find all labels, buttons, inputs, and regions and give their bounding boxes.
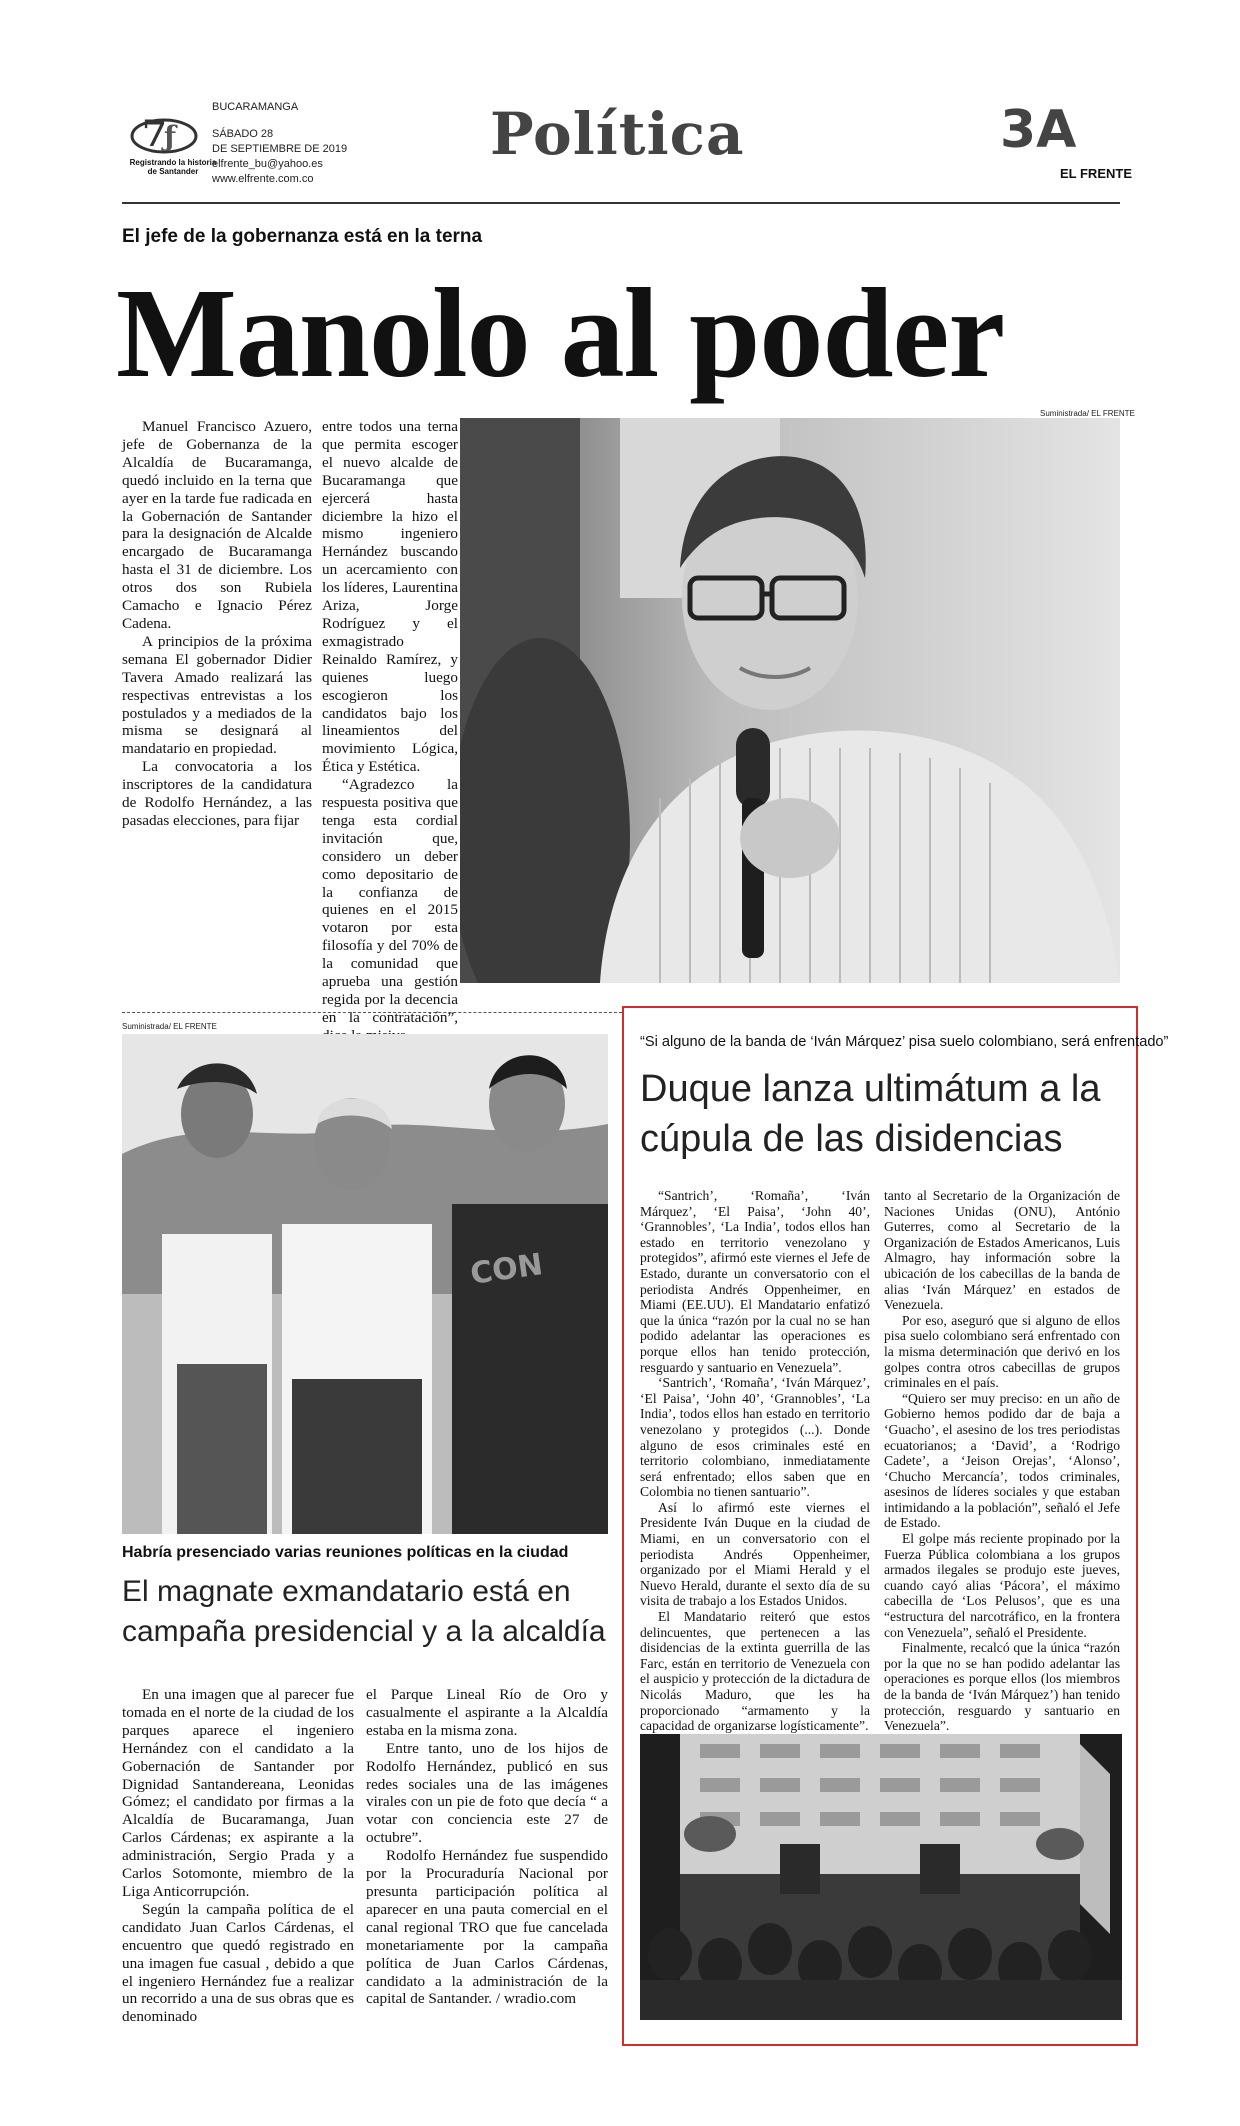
- main-col2-p2: “Agradezco la respuesta positiva que tenga esta cordial invitación que, considero un deber como depositario de la confianza de quienes en el 2015 votaron por esta filosofía y del 70% de la comunidad que aprueba una gestión regida por la decencia en la contratación”,: [322, 776, 458, 1026]
- left-photo-credit: Suministrada/ EL FRENTE: [122, 1022, 217, 1031]
- left-col2-p3: Rodolfo Hernández fue suspendido por la Procuraduría Nacional por presunta participación política al aparecer en una pauta comercial en el canal regional TRO que fue cancelada monetariamente por la campaña política de Juan Carlos Cárdenas, candidato a la administración de la capital de Santander. / wradio.com: [366, 1847, 608, 2008]
- conference-photo: [640, 1734, 1122, 2020]
- svg-text:ƒ: ƒ: [164, 120, 177, 153]
- logo-tagline: Registrando la historia de Santander: [129, 158, 217, 176]
- main-col1-p2: A principios de la próxima semana El gobernador Didier Tavera Amado realizará las respectivas entrevistas a los postulados y a mediados de la misma se designará al mandatario en propiedad.: [122, 632, 312, 758]
- main-col1-p1: Manuel Francisco Azuero, jefe de Gobernanza de la Alcaldía de Bucaramanga, quedó incluido en la terna que ayer en la tarde fue radicada en la Gobernación de Santander para la designación de Alcalde encargado de Bucaramanga hasta el 31 de diciembre. Los otros dos son Rubiela Camacho e Ignacio Pérez Cadena.: [122, 418, 312, 632]
- left-col2-p2: Entre tanto, uno de los hijos de Rodolfo Hernández, publicó en sus redes sociales una de las imágenes virales con un pie de foto que decía “ a votar con conciencia este 27 de octubre”.: [366, 1739, 608, 1847]
- svg-text:7: 7: [142, 113, 168, 155]
- main-kicker: El jefe de la gobernanza está en la terna: [122, 226, 483, 247]
- page-number: 3A: [1000, 100, 1077, 160]
- main-story-column-1: [122, 418, 312, 830]
- header-rule: [122, 202, 1120, 204]
- box-col2-p3: “Quiero ser muy preciso: en un año de Gobierno hemos podido dar de baja a ‘Guacho’, el asesino de los tres periodistas ecuatorianos; a ‘David’, a ‘Rodrigo Cadete’, a ‘Jeison Orejas’, ‘Alonso’, ‘Chucho Mercancía’, todos criminales, asesinos de líderes sociales y que estaban intimidando a la población”, señaló el Jefe de Estado.: [884, 1390, 1120, 1531]
- publication-name: EL FRENTE: [1060, 166, 1132, 181]
- left-col1-p2: Según la campaña política de el candidato Juan Carlos Cárdenas, el encuentro que quedó registrado en una imagen fue casual , debido a que el ingeniero Hernández fue a realizar un recorrido a una de sus obras que es denominado: [122, 1900, 354, 2026]
- header-date-line1: SÁBADO 28: [212, 128, 274, 140]
- main-story-column-2: [322, 418, 458, 1045]
- svg-text:CON: CON: [468, 1247, 546, 1292]
- box-col1-p4: El Mandatario reiteró que estos delincuentes, que pertenecen a las disidencias de la extinta guerrilla de las Farc, están en territorio de Venezuela con el auspicio y protección de la dictadura de Nicolás Maduro, que les ha proporcionado “armamento y la capacidad de organizarse logísticamente”.: [640, 1609, 870, 1734]
- main-headline: Manolo al poder: [116, 262, 1005, 404]
- left-story-column-1: [122, 1686, 354, 2026]
- main-photo-credit: Suministrada/ EL FRENTE: [1040, 409, 1135, 418]
- box-col1-p1: “Santrich’, ‘Romaña’, ‘Iván Márquez’, ‘El Paisa’, ‘John 40’, ‘Grannobles’, ‘La India’, todos ellos han estado en territorio venezolano y protegidos”, afirmó este viernes el Jefe de Estado, durante un conversatorio con el periodista Andrés Oppenheimer, en Miami (EE.UU). El Mandatario enfatizó que la única “razón por la cual no se han podido adelantar las operaciones es porque ellos han tenido protección, resguardo y santuario en Venezuela”.: [640, 1188, 870, 1375]
- left-col2-p1: el Parque Lineal Río de Oro y casualmente el aspirante a la Alcaldía estaba en la misma zona.: [366, 1686, 608, 1739]
- left-headline: El magnate exmandatario está en campaña presidencial y a la alcaldía: [122, 1575, 606, 1648]
- main-photo-speaker: [460, 418, 1120, 983]
- header-email[interactable]: elfrente_bu@yahoo.es: [212, 158, 323, 170]
- header-meta: [212, 100, 347, 187]
- header-website[interactable]: www.elfrente.com.co: [212, 173, 314, 185]
- main-col2-p1: entre todos una terna que permita escoger el nuevo alcalde de Bucaramanga que ejercerá hasta diciembre la hizo el mismo ingeniero Hernández buscando un acercamiento con los líderes, Laurentina Ariza, Jorge Rodríguez y el exmagistrado Reinaldo Ramírez, y quienes luego escogieron los candidatos bajo los lineamientos del movimiento Lógica, Ética y Estética.: [322, 418, 458, 776]
- box-col2-p4: El golpe más reciente propinado por la Fuerza Pública colombiana a los grupos armados ilegales se produjo este jueves, cuando cayó alias ‘Pácora’, el máximo cabecilla de ‘Los Pelusos’, que es una “estructura del narcotráfico, en la frontera con Venezuela”, señaló el Presidente.: [884, 1531, 1120, 1640]
- rally-photo: [122, 1034, 608, 1534]
- box-col2-p5: Finalmente, recalcó que la única “razón por la que no se han podido adelantar las operaciones es porque ellos (los miembros de la banda de ‘Iván Márquez’) han tenido protección, resguardo y santuario en Venezuela”.: [884, 1640, 1120, 1734]
- box-headline: Duque lanza ultimátum a la cúpula de las disidencias: [640, 1068, 1101, 1160]
- left-caption: Habría presenciado varias reuniones políticas en la ciudad: [122, 1544, 569, 1561]
- header-date-line2: DE SEPTIEMBRE DE 2019: [212, 143, 348, 155]
- box-col1-p3: Así lo afirmó este viernes el Presidente Iván Duque en la ciudad de Miami, en un conversatorio con el periodista Andrés Oppenheimer, organizado por el Miami Herald y el Nuevo Herald, durante el sexto día de su visita de trabajo a los Estados Unidos.: [640, 1499, 870, 1609]
- box-kicker: “Si alguno de la banda de ‘Iván Márquez’ pisa suelo colombiano, será enfrentado”: [640, 1034, 1169, 1050]
- box-col1-p2: ‘Santrich’, ‘Romaña’, ‘Iván Márquez’, ‘El Paisa’, ‘John 40’, ‘Grannobles’, ‘La India’, todos ellos han estado en territorio venezolano y protegidos (...). Donde alguno de esos criminales esté en territorio colombiano, inmediatamente será enfrentado; ellos saben que en Colombia no tienen santuario”.: [640, 1375, 870, 1500]
- box-col2-p2: Por eso, aseguró que si alguno de ellos pisa suelo colombiano será enfrentado con la misma determinación que derivó en los golpes contra otros cabecillas de grupos criminales en el país.: [884, 1312, 1120, 1391]
- left-story-column-2: [366, 1686, 608, 2008]
- main-col1-p3: La convocatoria a los inscriptores de la candidatura de Rodolfo Hernández, a las pasadas elecciones, para fijar: [122, 758, 312, 829]
- section-divider: [122, 1012, 622, 1013]
- box-col2-p1: tanto al Secretario de la Organización de Naciones Unidas (ONU), António Guterres, como al Secretario de la Organización de Estados Americanos, Luis Almagro, hay información sobre la ubicación de los cabecillas de la banda de alias ‘Iván Márquez’ en estados de Venezuela.: [884, 1188, 1120, 1313]
- left-col1-p1: En una imagen que al parecer fue tomada en el norte de la ciudad de los parques aparece el ingeniero Hernández con el candidato a la Gobernación de Santander por Dignidad Santandereana, Leonidas Gómez; el candidato por firmas a la Alcaldía de Bucaramanga, Juan Carlos Cárdenas; ex aspirante a la administración, Sergio Prada y a Carlos Sotomonte, miembro de la Liga Anticorrupción.: [122, 1686, 354, 1900]
- box-story-column-2: [884, 1188, 1120, 1734]
- box-story-column-1: [640, 1188, 870, 1765]
- header-city: BUCARAMANGA: [212, 101, 299, 113]
- section-title: Política: [490, 100, 745, 168]
